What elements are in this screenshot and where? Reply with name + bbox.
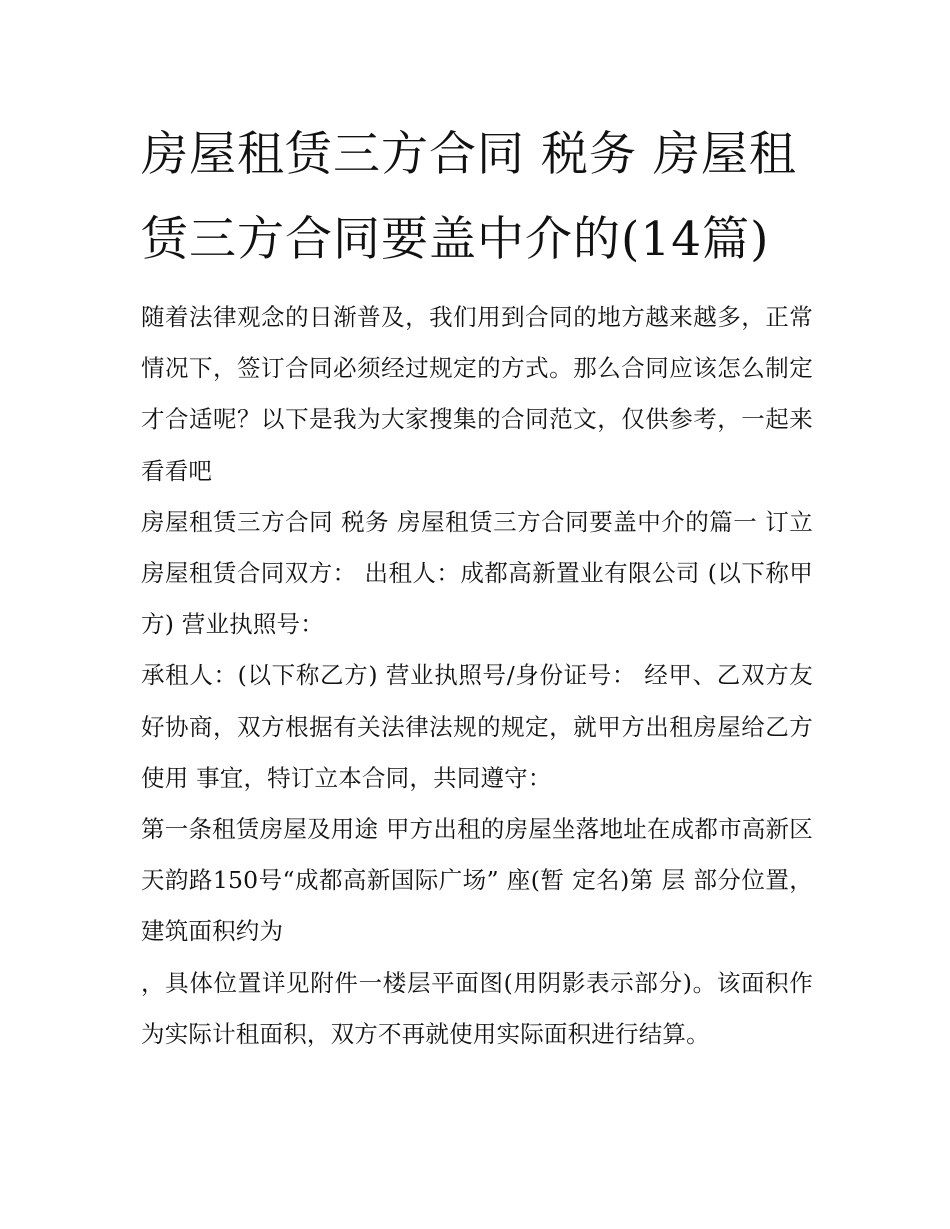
paragraph-parties: 房屋租赁三方合同 税务 房屋租赁三方合同要盖中介的篇一 订立房屋租赁合同双方： 出租人：成都高新置业有限公司 (以下称甲方) 营业执照号：	[141, 507, 813, 639]
paragraph-article-one: 第一条租赁房屋及用途 甲方出租的房屋坐落地址在成都市高新区天韵路150号“成都高新国际广场” 座(暂 定名)第 层 部分位置，建筑面积约为	[141, 815, 813, 946]
document-page	[141, 112, 813, 1060]
paragraph-area: ，具体位置详见附件一楼层平面图(用阴影表示部分)。该面积作为实际计租面积，双方不再就使用实际面积进行结算。	[141, 968, 813, 1048]
document-title: 房屋租赁三方合同 税务 房屋租赁三方合同要盖中介的(14篇)	[141, 127, 797, 267]
paragraph-intro: 随着法律观念的日渐普及，我们用到合同的地方越来越多，正常情况下，签订合同必须经过规定的方式。那么合同应该怎么制定才合适呢？以下是我为大家搜集的合同范文，仅供参考，一起来看看吧	[141, 303, 813, 485]
paragraph-lessee: 承租人：(以下称乙方) 营业执照号/身份证号： 经甲、乙双方友好协商，双方根据有关法律法规的规定，就甲方出租房屋给乙方使用 事宜，特订立本合同，共同遵守：	[141, 661, 813, 792]
